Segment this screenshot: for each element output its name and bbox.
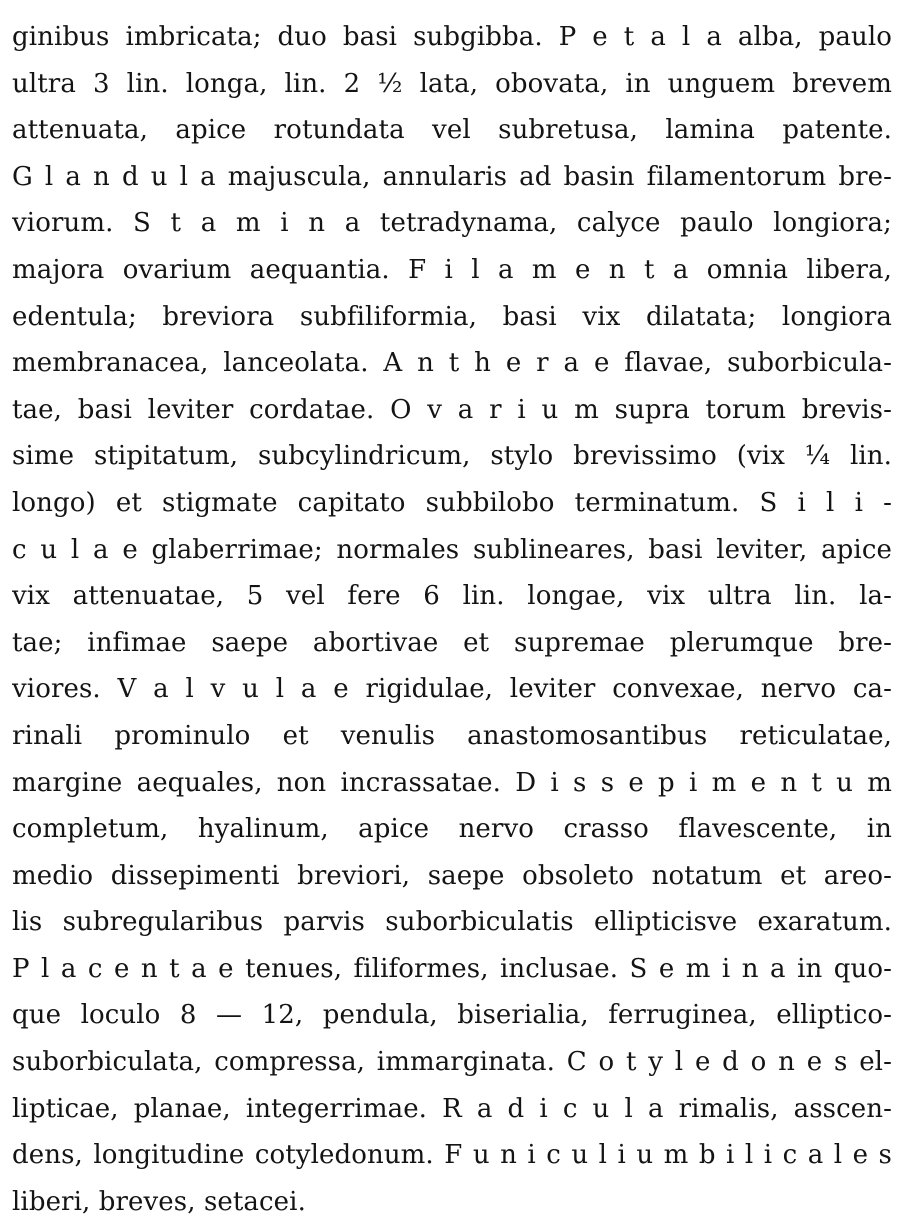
text-line: majora ovarium aequantia. F i l a m e n t a omnia libera, [12,254,892,285]
text-line: membranacea, lanceolata. A n t h e r a e flavae, suborbicula- [12,348,892,379]
text-line: viorum. S t a m i n a tetradynama, calyce paulo longiora; [12,208,892,239]
body-text [12,14,892,1225]
text-line: rinali prominulo et venulis anastomosantibus reticulatae, [12,720,892,751]
text-line: sime stipitatum, subcylindricum, stylo brevissimo (vix ¼ lin. [12,441,892,472]
text-line: tae; infimae saepe abortivae et supremae plerumque bre- [12,627,892,658]
text-line: ginibus imbricata; duo basi subgibba. P e t a l a alba, paulo [12,22,892,52]
text-line: G l a n d u l a majuscula, annularis ad basin filamentorum bre- [12,161,892,192]
text-line: margine aequales, non incrassatae. D i s s e p i m e n t u m [12,767,892,798]
text-line: que loculo 8 — 12, pendula, biserialia, ferruginea, elliptico- [12,1000,892,1031]
text-line: suborbiculata, compressa, immarginata. C o t y l e d o n e s el- [12,1047,892,1078]
text-line: viores. V a l v u l a e rigidulae, leviter convexae, nervo ca- [12,674,892,705]
text-line: vix attenuatae, 5 vel fere 6 lin. longae, vix ultra lin. la- [12,581,892,612]
text-line: c u l a e glaberrimae; normales sublineares, basi leviter, apice [12,534,892,565]
text-line: attenuata, apice rotundata vel subretusa, lamina patente. [12,115,892,146]
text-line: edentula; breviora subfiliformia, basi vix dilatata; longiora [12,301,892,332]
text-line: lipticae, planae, integerrimae. R a d i c u l a rimalis, asscen- [12,1093,892,1124]
text-line: longo) et stigmate capitato subbilobo terminatum. S i l i - [12,487,892,518]
text-line: tae, basi leviter cordatae. O v a r i u m supra torum brevis- [12,394,892,425]
text-line: ultra 3 lin. longa, lin. 2 ½ lata, obovata, in unguem brevem [12,68,892,99]
text-line: completum, hyalinum, apice nervo crasso flavescente, in [12,814,892,845]
text-line: lis subregularibus parvis suborbiculatis ellipticisve exaratum. [12,907,892,938]
text-line: medio dissepimenti breviori, saepe obsoleto notatum et areo- [12,860,892,891]
text-line-last: liberi, breves, setacei. [12,1186,306,1217]
text-line: P l a c e n t a e tenues, filiformes, inclusae. S e m i n a in quo- [12,953,892,984]
text-line: dens, longitudine cotyledonum. F u n i c u l i u m b i l i c a l e s [12,1140,892,1171]
